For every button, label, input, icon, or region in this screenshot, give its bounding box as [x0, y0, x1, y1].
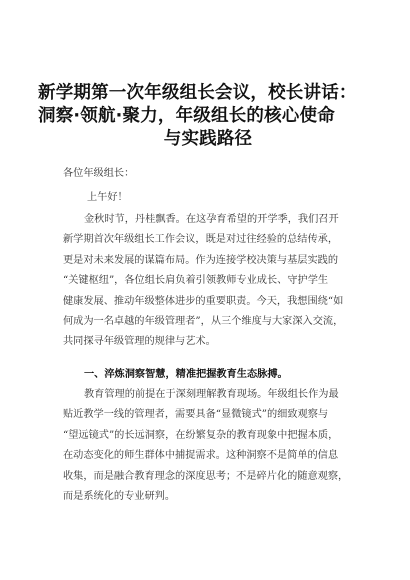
paragraph-1-line: 何成为一名卓越的年级管理者”，从三个维度与大家深入交流，	[63, 316, 344, 328]
paragraph-2-line: 而是系统化的专业研判。	[63, 491, 176, 503]
paragraph-1	[63, 210, 359, 353]
paragraph-2-line: “望远镜式”的长远洞察，在纷繁复杂的教育现象中把握本质，	[63, 429, 339, 441]
paragraph-1-line: 共同探寻年级管理的规律与艺术。	[63, 336, 216, 348]
paragraph-2-line: 贴近教学一线的管理者，需要具备“显微镜式”的细致观察与	[63, 409, 329, 421]
paragraph-2-line: 教育管理的前提在于深刻理解教育现场。年级组长作为最	[84, 389, 339, 400]
paragraph-1-line: “关键枢纽”，各位组长肩负着引领教师专业成长、守护学生	[63, 275, 329, 287]
paragraph-2-line: 收集，而是融合教育理念的深度思考；不是碎片化的随意观察，	[63, 470, 349, 482]
title-line-3: 与实践路径	[163, 129, 253, 149]
paragraph-2-line: 在动态变化的师生群体中捕捉需求。这种洞察不是简单的信息	[63, 450, 339, 462]
paragraph-1-line: 健康发展、推动年级整体进步的重要职责。今天，我想围绕“如	[63, 295, 344, 307]
greeting: 各位年级组长：	[63, 168, 135, 179]
paragraph-1-line: 金秋时节，丹桂飘香。在这孕育希望的开学季，我们召开	[84, 214, 339, 225]
section-1-heading: 一、淬炼洞察智慧，精准把握教育生态脉搏。	[84, 368, 288, 380]
title-line-1: 新学期第一次年级组长会议，校长讲话：	[38, 83, 357, 103]
paragraph-1-line: 新学期首次年级组长工作会议，既是对过往经验的总结传承，	[63, 234, 339, 246]
document-title	[38, 82, 378, 151]
title-line-2: 洞察·领航·聚力，年级组长的核心使命	[38, 106, 335, 126]
hello-line: 上午好！	[87, 192, 128, 203]
paragraph-1-line: 更是对未来发展的谋篇布局。作为连接学校决策与基层实践的	[63, 254, 339, 266]
paragraph-2	[63, 385, 359, 507]
